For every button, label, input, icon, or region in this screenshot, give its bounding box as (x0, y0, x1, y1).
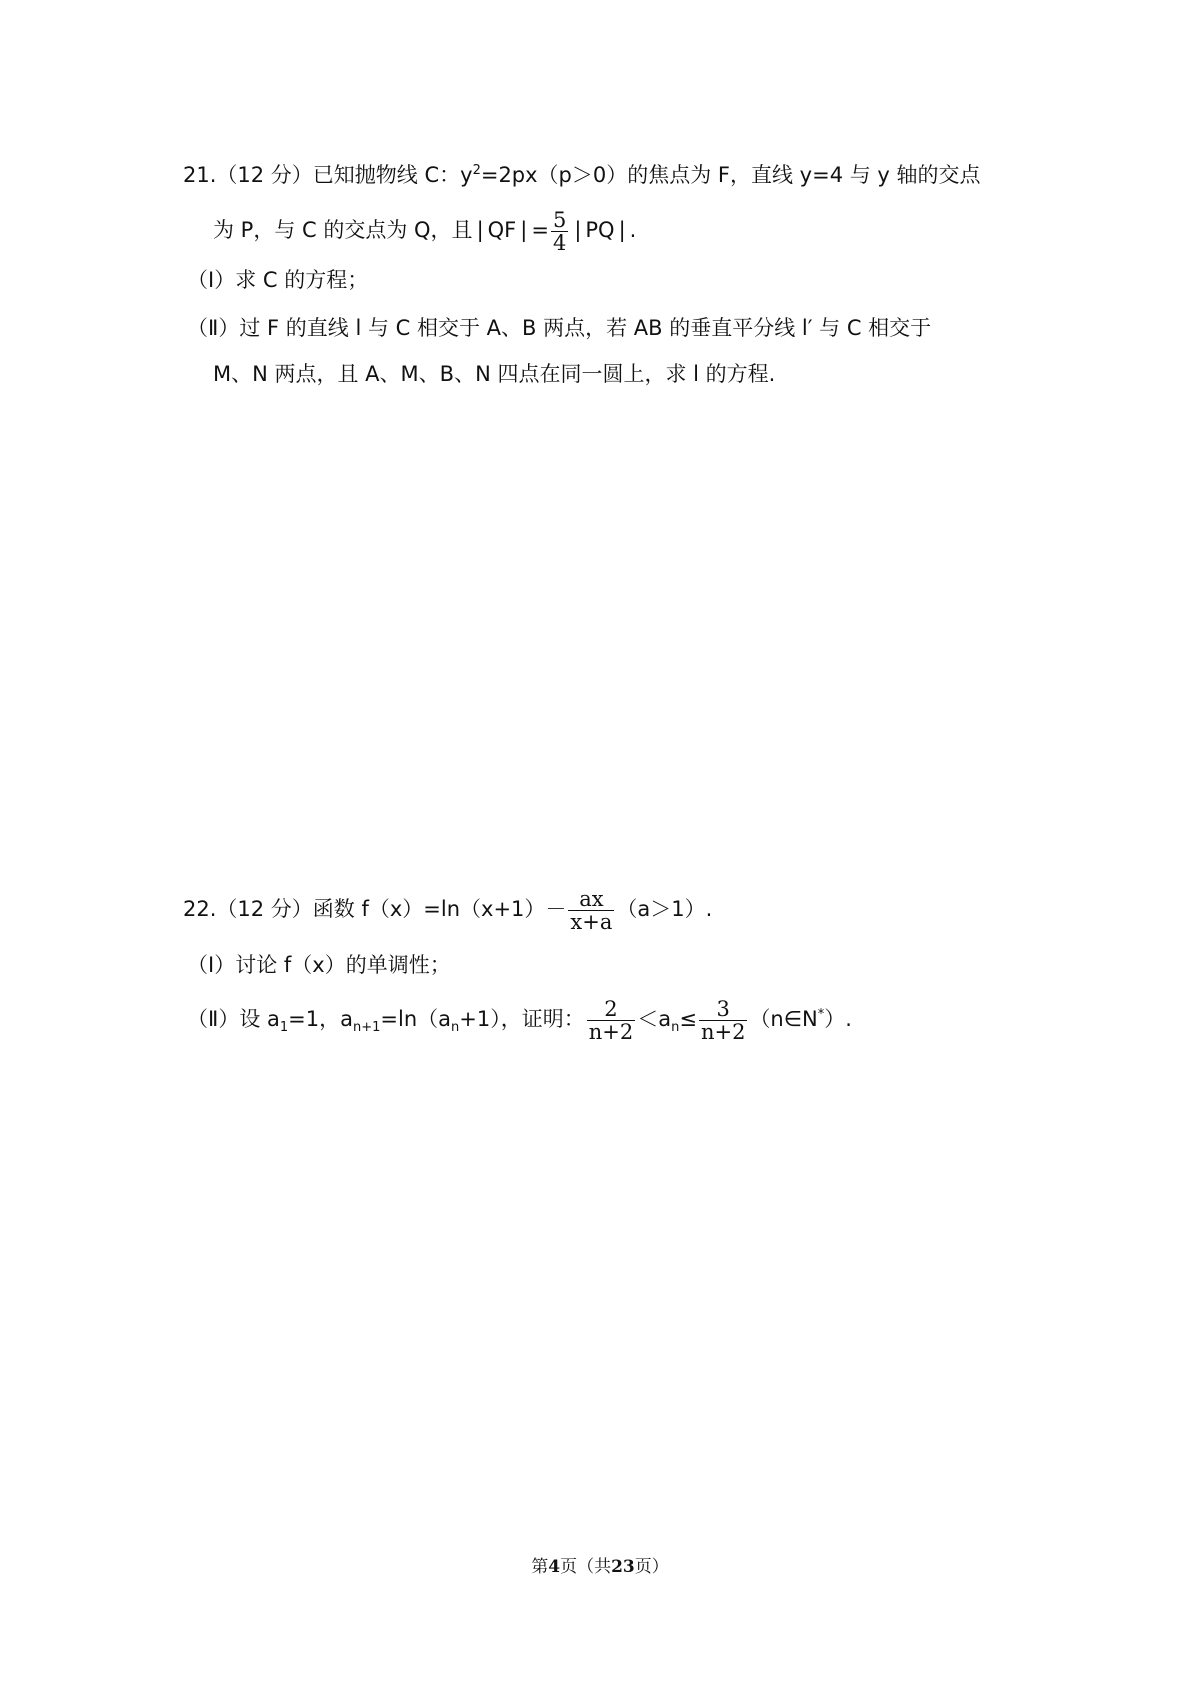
q22-text: =1，a (288, 1007, 353, 1031)
q22-part2 (187, 990, 852, 1053)
period: . (629, 218, 637, 242)
q22-text: （a＞1）. (616, 897, 713, 921)
q22-text: 22.（12 分）函数 f（x）=ln（x+1）－ (183, 897, 567, 921)
numerator: 5 (552, 207, 567, 232)
subscript: n+1 (353, 1020, 381, 1036)
subscript: 1 (279, 1020, 289, 1036)
page-number: 4 (548, 1557, 561, 1577)
q22-part1: （Ⅰ）讨论 f（x）的单调性； (187, 953, 451, 977)
denominator: n+2 (700, 1019, 746, 1044)
q22-text: =ln（a (380, 1007, 452, 1031)
less-equal: ≤ (679, 1007, 697, 1031)
denominator: 4 (552, 230, 567, 255)
q21-part2-line2: M、N 两点，且 A、M、B、N 四点在同一圆上，求 l 的方程. (213, 362, 776, 386)
subscript: n (451, 1020, 460, 1036)
abs-qf: QF (487, 218, 517, 242)
total-pages: 23 (611, 1557, 635, 1577)
q22-text: ＜a (637, 1007, 672, 1031)
q22-text: ）. (824, 1007, 852, 1031)
footer-text: 页（共 (560, 1557, 612, 1577)
exponent: 2 (472, 163, 481, 178)
abs-bar: | (618, 218, 626, 242)
q21-line2 (213, 208, 636, 254)
q22-text: （Ⅱ）设 a (187, 1007, 280, 1031)
denominator: x+a (570, 909, 613, 934)
numerator: 3 (716, 996, 730, 1021)
footer-text: 第 (531, 1557, 549, 1577)
q21-text: =2px（p＞0）的焦点为 F，直线 y=4 与 y 轴的交点 (480, 163, 981, 187)
equals: = (531, 218, 549, 242)
page-footer (0, 1552, 1200, 1577)
numerator: 2 (604, 996, 618, 1021)
abs-bar: | (476, 218, 484, 242)
q22-line1 (183, 884, 712, 934)
subscript: n (671, 1020, 680, 1036)
superscript: * (817, 1007, 825, 1022)
fraction-5-4 (551, 209, 568, 254)
fraction-3-over-n-plus-2 (699, 998, 747, 1043)
q21-text: 21.（12 分）已知抛物线 C：y (183, 163, 473, 187)
numerator: ax (579, 886, 604, 911)
fraction-2-over-n-plus-2 (587, 998, 635, 1043)
denominator: n+2 (588, 1019, 634, 1044)
abs-bar: | (574, 218, 582, 242)
q22-text: +1），证明： (459, 1007, 585, 1031)
fraction-ax-over-x-plus-a (568, 888, 614, 933)
q22-text: （n∈N (749, 1007, 818, 1031)
q21-line1 (183, 156, 981, 190)
q21-part2-line1: （Ⅱ）过 F 的直线 l 与 C 相交于 A、B 两点，若 AB 的垂直平分线 l′ 与 C 相交于 (187, 316, 932, 340)
abs-pq: PQ (585, 218, 615, 242)
q21-part1: （Ⅰ）求 C 的方程； (187, 268, 369, 292)
q21-text: 为 P，与 C 的交点为 Q，且 (213, 218, 473, 242)
footer-text: 页） (634, 1557, 669, 1577)
abs-bar: | (520, 218, 528, 242)
